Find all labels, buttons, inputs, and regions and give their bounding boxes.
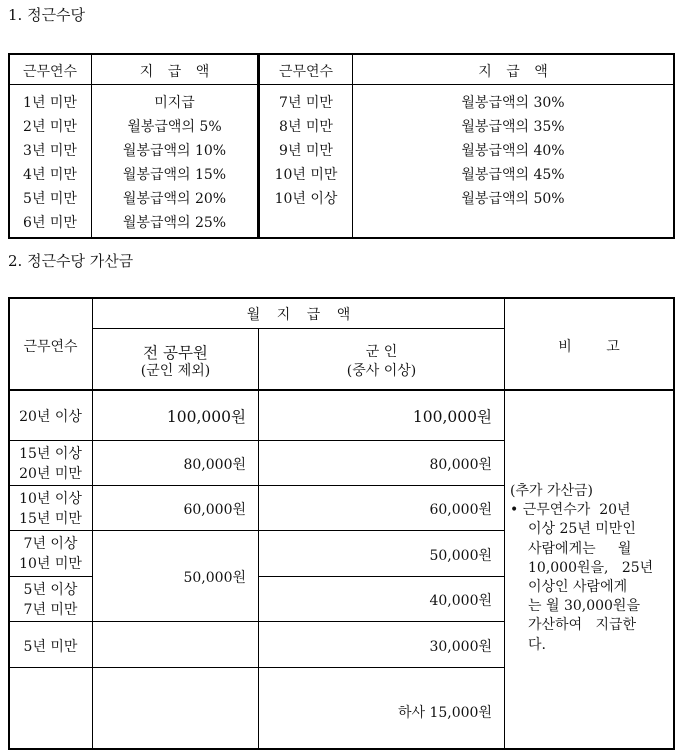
- table2-header-military-sub: (중사 이상): [346, 363, 417, 379]
- table-cell: 월봉급액의 40%: [461, 143, 565, 159]
- table-cell: 월봉급액의 5%: [127, 119, 222, 135]
- table-cell: 100,000원: [412, 408, 492, 426]
- table-cell: 30,000원: [429, 639, 492, 655]
- note-line: 다.: [528, 636, 546, 653]
- table-cell: 5년 미만: [23, 191, 77, 207]
- table-cell: 7년 미만: [23, 602, 78, 618]
- table-cell: 월봉급액의 20%: [122, 191, 227, 207]
- table2-header-civil-sub: (군인 제외): [140, 363, 211, 379]
- section2-title: 2. 정근수당 가산금: [8, 252, 134, 270]
- table-cell: 하사 15,000원: [397, 705, 492, 721]
- table1-left-header-years: 근무연수: [22, 64, 78, 80]
- note-line: 이상 25년 미만인: [528, 521, 636, 538]
- table-cell: 4년 미만: [23, 167, 77, 183]
- table-cell: 20년 미만: [19, 466, 82, 482]
- note-line: 가산하여 지급한: [528, 617, 637, 634]
- table1-left-header-amount: 지 급 액: [139, 64, 210, 80]
- table-cell: 월봉급액의 35%: [461, 119, 565, 135]
- table-cell: 10년 이상: [274, 191, 338, 207]
- note-line: 는 월 30,000원을: [528, 598, 640, 615]
- table-cell: 15년 이상: [19, 446, 82, 462]
- table2-header-military: 군 인: [365, 344, 398, 360]
- table-cell-merged: 50,000원: [183, 570, 246, 586]
- table-cell: 월봉급액의 45%: [461, 167, 565, 183]
- table-cell: 40,000원: [429, 593, 492, 609]
- table-cell: 10년 이상: [19, 491, 82, 507]
- table1-right-header-years: 근무연수: [278, 64, 334, 80]
- table2-header-monthly: 월 지 급 액: [246, 307, 351, 323]
- table-cell: 월봉급액의 50%: [461, 191, 565, 207]
- note-line: 사람에게는 월: [528, 540, 632, 557]
- table-cell: 1년 미만: [23, 95, 77, 111]
- table-cell: 월봉급액의 15%: [122, 167, 227, 183]
- table-cell: 7년 미만: [279, 95, 333, 111]
- table-cell: 100,000원: [166, 408, 246, 426]
- table-cell: 9년 미만: [279, 143, 333, 159]
- table2-header-note: 비 고: [558, 339, 620, 355]
- table-cell: 6년 미만: [23, 215, 77, 231]
- table-cell: 60,000원: [429, 502, 492, 518]
- table-cell: 10년 미만: [19, 556, 82, 572]
- table-cell: 월봉급액의 10%: [122, 143, 227, 159]
- table-cell: 미지급: [154, 95, 195, 111]
- table-cell: 10년 미만: [274, 167, 338, 183]
- table-cell: 7년 이상: [23, 536, 78, 552]
- table-cell: 80,000원: [429, 457, 492, 473]
- table-cell: 월봉급액의 30%: [461, 95, 565, 111]
- table-cell: 3년 미만: [23, 143, 77, 159]
- table-cell: 80,000원: [183, 457, 246, 473]
- table2-header-civil: 전 공무원: [143, 344, 208, 362]
- table-cell: 15년 미만: [19, 511, 82, 527]
- table1-right-header-amount: 지 급 액: [478, 64, 548, 80]
- table2-note: [510, 482, 653, 655]
- table-cell: 2년 미만: [23, 119, 77, 135]
- table-cell: 60,000원: [183, 502, 246, 518]
- note-line: 10,000원을, 25년: [528, 559, 654, 576]
- table-cell: 20년 이상: [19, 409, 82, 425]
- table-cell: 월봉급액의 25%: [122, 215, 227, 231]
- table-cell: 50,000원: [429, 548, 492, 564]
- note-line: 이상인 사람에게: [528, 579, 628, 596]
- table2-header-years: 근무연수: [23, 339, 78, 355]
- section1-title: 1. 정근수당: [8, 6, 86, 24]
- note-line: (추가 가산금): [510, 483, 593, 499]
- table-cell: 5년 미만: [23, 639, 78, 655]
- table-cell: 5년 이상: [23, 582, 78, 598]
- table-cell: 8년 미만: [279, 119, 333, 135]
- note-line: • 근무연수가 20년: [510, 502, 631, 519]
